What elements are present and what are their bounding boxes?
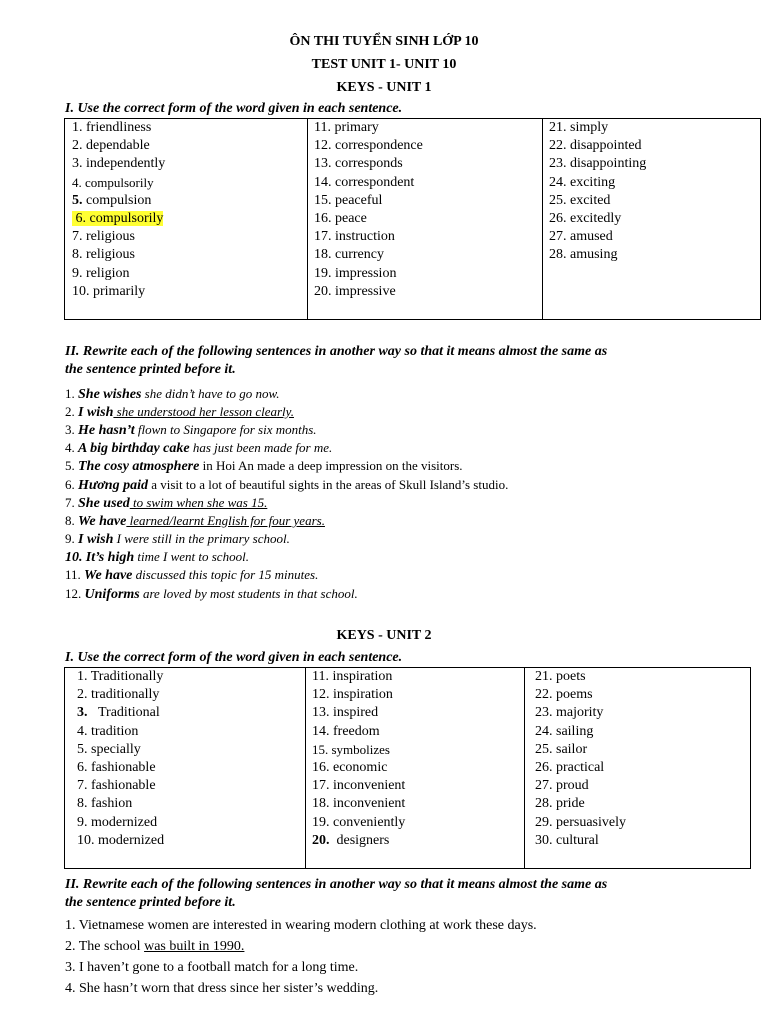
answer-item: 9. modernized <box>77 814 158 830</box>
rewrite-item: 7. She used to swim when she was 15. <box>65 495 268 511</box>
rewrite-item: 2. The school was built in 1990. <box>65 939 245 954</box>
answer-item: 23. disappointing <box>549 156 647 172</box>
unit2-col-1 <box>65 668 306 869</box>
answer-item: 9. religion <box>72 265 130 281</box>
rewrite-item: 11. We have discussed this topic for 15 minutes. <box>65 567 319 583</box>
unit2-col-3 <box>525 668 751 869</box>
answer-item: 1. Traditionally <box>77 669 164 684</box>
answer-item: 3. Traditional <box>77 705 160 721</box>
answer-item: 7. fashionable <box>77 778 156 794</box>
answer-item: 15. peaceful <box>314 192 383 208</box>
rewrite-item: 4. She hasn’t worn that dress since her sister’s wedding. <box>65 981 379 996</box>
answer-item: 21. simply <box>549 120 609 135</box>
answer-item: 23. majority <box>535 705 604 721</box>
answer-item: 14. freedom <box>312 723 380 739</box>
answer-item: 4. compulsorily <box>72 174 154 190</box>
answer-item: 5. specially <box>77 741 141 757</box>
answer-item: 30. cultural <box>535 832 599 848</box>
doc-title: ÔN THI TUYỂN SINH LỚP 10 <box>289 34 479 49</box>
answer-item: 11. primary <box>314 120 379 135</box>
answer-item: 17. inconvenient <box>312 778 406 794</box>
rewrite-item: 5. The cosy atmosphere in Hoi An made a deep impression on the visitors. <box>65 458 463 474</box>
rewrite-item: 1. Vietnamese women are interested in wearing modern clothing at work these days. <box>65 918 537 933</box>
answer-item: 15. symbolizes <box>312 741 390 757</box>
answer-item: 18. inconvenient <box>312 796 406 812</box>
answer-item: 8. fashion <box>77 796 133 812</box>
unit2-section1-title: I. Use the correct form of the word given in each sentence. <box>65 650 403 665</box>
answer-item: 12. correspondence <box>314 138 423 154</box>
unit2-answer-table <box>64 667 751 869</box>
rewrite-item: 3. He hasn’t flown to Singapore for six months. <box>65 422 317 438</box>
answer-item: 1. friendliness <box>72 120 152 135</box>
answer-item: 12. inspiration <box>312 687 393 703</box>
answer-item: 27. proud <box>535 778 589 794</box>
answer-item: 19. conveniently <box>312 814 406 830</box>
answer-item: 13. corresponds <box>314 156 403 172</box>
answer-item: 26. excitedly <box>549 210 622 226</box>
answer-item: 25. excited <box>549 192 611 208</box>
rewrite-item: 1. She wishes she didn’t have to go now. <box>65 386 280 402</box>
answer-item: 5. compulsion <box>72 192 152 208</box>
answer-item: 24. sailing <box>535 723 594 739</box>
unit1-col-2 <box>308 119 543 320</box>
doc-subtitle: TEST UNIT 1- UNIT 10 <box>311 57 457 72</box>
rewrite-item: 4. A big birthday cake has just been made for me. <box>65 440 333 456</box>
answer-item: 20. impressive <box>314 283 396 299</box>
answer-item: 13. inspired <box>312 705 379 721</box>
answer-item: 22. poems <box>535 687 593 703</box>
unit2-section2-title: II. Rewrite each of the following sentences in another way so that it means almost the same as the sentence printed before it. <box>65 877 608 910</box>
answer-item: 8. religious <box>72 247 135 263</box>
rewrite-item: 12. Uniforms are loved by most students in that school. <box>65 586 358 602</box>
answer-item: 17. instruction <box>314 229 395 245</box>
answer-item: 7. religious <box>72 229 135 245</box>
answer-item: 24. exciting <box>549 174 616 190</box>
answer-item: 3. independently <box>72 156 166 172</box>
answer-item: 2. dependable <box>72 138 150 154</box>
rewrite-item: 2. I wish she understood her lesson clearly. <box>65 404 294 420</box>
answer-item: 22. disappointed <box>549 138 642 154</box>
unit1-heading: KEYS - UNIT 1 <box>336 80 432 95</box>
answer-item: 14. correspondent <box>314 174 415 190</box>
rewrite-item: 9. I wish I were still in the primary school. <box>65 531 290 547</box>
unit1-col-3 <box>543 119 761 320</box>
answer-item: 16. peace <box>314 210 367 226</box>
unit1-section2-title: II. Rewrite each of the following sentences in another way so that it means almost the same as the sentence printed before it. <box>65 344 608 377</box>
answer-item: 2. traditionally <box>77 687 160 703</box>
answer-item: 27. amused <box>549 229 613 245</box>
unit1-section1-title: I. Use the correct form of the word given in each sentence. <box>65 101 403 116</box>
answer-item: 21. poets <box>535 669 586 684</box>
answer-item: 25. sailor <box>535 741 588 757</box>
rewrite-item: 8. We have learned/learnt English for four years. <box>65 513 325 529</box>
answer-item: 20. designers <box>312 832 390 848</box>
highlight-mark: 6. compulsorily <box>72 211 163 226</box>
answer-item: 29. persuasively <box>535 814 626 830</box>
answer-item: 6. fashionable <box>77 759 156 775</box>
rewrite-item: 10. It’s high time I went to school. <box>65 549 249 565</box>
answer-item: 4. tradition <box>77 723 139 739</box>
answer-item: 28. amusing <box>549 247 618 263</box>
answer-item-highlighted <box>72 210 307 228</box>
answer-item: 19. impression <box>314 265 397 281</box>
answer-item: 16. economic <box>312 759 388 775</box>
answer-item: 10. primarily <box>72 283 146 299</box>
answer-item: 28. pride <box>535 796 585 812</box>
answer-item: 10. modernized <box>77 832 165 848</box>
unit1-col-1 <box>65 119 308 320</box>
answer-item: 11. inspiration <box>312 669 393 684</box>
unit2-col-2 <box>306 668 525 869</box>
unit2-heading: KEYS - UNIT 2 <box>336 628 432 643</box>
answer-item: 18. currency <box>314 247 384 263</box>
rewrite-item: 3. I haven’t gone to a football match for a long time. <box>65 960 359 975</box>
answer-item: 26. practical <box>535 759 605 775</box>
rewrite-item: 6. Hương paid a visit to a lot of beautiful sights in the areas of Skull Island’s studio. <box>65 477 509 493</box>
unit1-answer-table <box>64 118 761 320</box>
